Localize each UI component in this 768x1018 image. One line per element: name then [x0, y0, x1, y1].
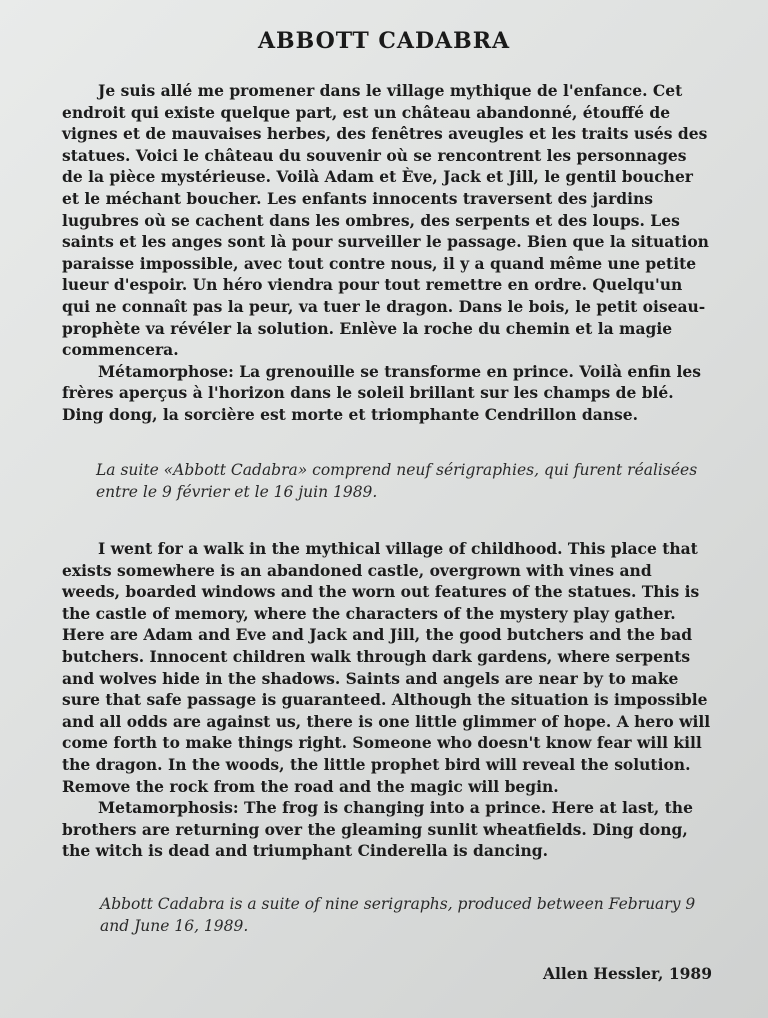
english-paragraph-1: I went for a walk in the mythical village of childhood. This place that exists somewhere is an abandoned castle, overgrown with vines and weeds, boarded windows and the worn out features of the statues. This is the castle of memory, where the characters of the mystery play gather. Here are Adam and Eve and Jack and Jill, the good butchers and the bad butchers. Innocent children walk through dark gardens, where serpents and wolves hide in the shadows. Saints and angels are near by to make sure that safe passage is guaranteed. Although the situation is impossible and all odds are against us, there is one little glimmer of hope. A hero will come forth to make things right. Someone who doesn't know fear will kill the dragon. In the woods, the little prophet bird will reveal the solution. Remove the rock from the road and the magic will begin. [62, 539, 711, 796]
author-signature: Allen Hessler, 1989 [542, 964, 712, 983]
english-text [62, 538, 712, 862]
french-caption: La suite «Abbott Cadabra» comprend neuf sérigraphies, qui furent réalisées entre le 9 février et le 16 juin 1989. [96, 461, 698, 501]
french-paragraph-1: Je suis allé me promener dans le village mythique de l'enfance. Cet endroit qui existe quelque part, est un château abandonné, étouffé de vignes et de mauvaises herbes, des fenêtres aveugles et les traits usés des statues. Voici le château du souvenir où se rencontrent les personnages de la pièce mystérieuse. Voilà Adam et Ève, Jack et Jill, le gentil boucher et le méchant boucher. Les enfants innocents traversent des jardins lugubres où se cachent dans les ombres, des serpents et des loups. Les saints et les anges sont là pour surveiller le passage. Bien que la situation paraisse impossible, avec tout contre nous, il y a quand même une petite lueur d'espoir. Un héro viendra pour tout remettre en ordre. Quelqu'un qui ne connaît pas la peur, va tuer le dragon. Dans le bois, le petit oiseau-prophète va révéler la solution. Enlève la roche du chemin et la magie commencera. [62, 81, 709, 360]
french-paragraph-2: Métamorphose: La grenouille se transforme en prince. Voilà enfin les frères aperçus à l'horizon dans le soleil brillant sur les champs de blé. Ding dong, la sorcière est morte et triomphante Cendrillon danse. [62, 361, 701, 424]
english-paragraph-2: Metamorphosis: The frog is changing into a prince. Here at last, the brothers are returning over the gleaming sunlit wheatfields. Ding dong, the witch is dead and triumphant Cinderella is dancing. [62, 798, 693, 861]
french-text [62, 80, 712, 426]
document-title: ABBOTT CADABRA [257, 28, 511, 54]
english-caption: Abbott Cadabra is a suite of nine serigraphs, produced between February 9 and June 16, 1989. [100, 895, 696, 935]
